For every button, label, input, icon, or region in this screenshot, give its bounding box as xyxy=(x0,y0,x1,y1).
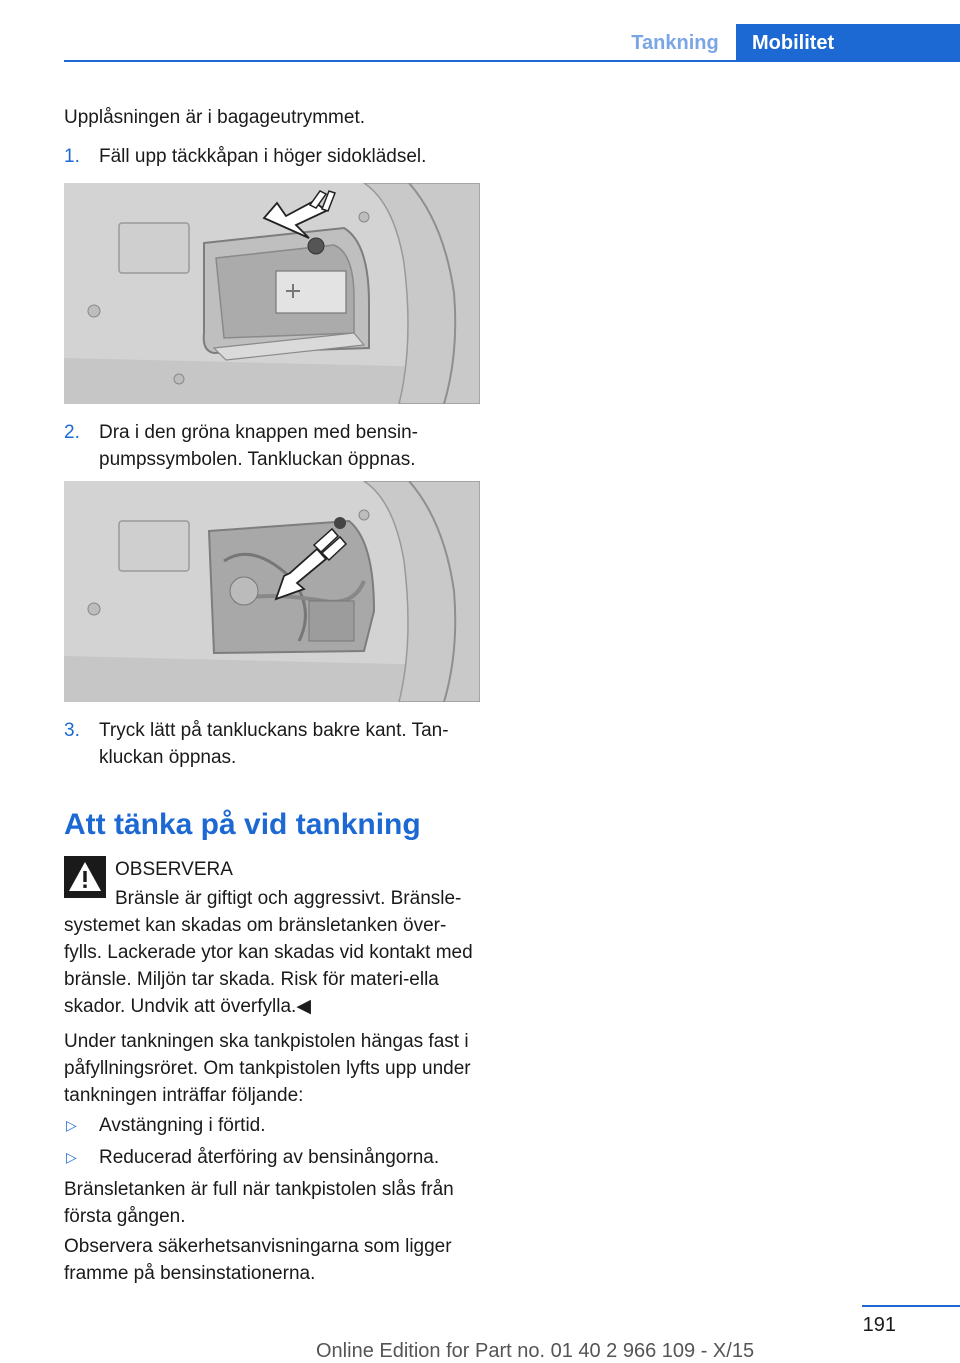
step-number: 2. xyxy=(64,422,80,443)
warning-text: Bränsle är giftigt och aggressivt. Bränsle-systemet kan skadas om bränsletanken över-fylls. Lackerade ytor kan skadas vid kontakt med bränsle. Miljön tar skada. Risk för materi-ella skador. Undvik att överfylla.◀ xyxy=(64,888,473,1017)
step-text: Fäll upp täckkåpan i höger sidoklädsel. xyxy=(99,146,427,167)
triangle-bullet-icon: ▷ xyxy=(66,1117,77,1133)
step-number: 3. xyxy=(64,720,80,741)
header-rule xyxy=(64,60,960,62)
step-number: 1. xyxy=(64,146,80,167)
bullet-item xyxy=(64,1144,484,1171)
header-tab-tankning: Tankning xyxy=(631,32,719,54)
fuel-lid-release-illustration xyxy=(64,481,480,702)
paragraph-safety: Observera säkerhetsanvisningarna som ligger framme på bensinstationerna. xyxy=(64,1236,452,1284)
edition-footer: Online Edition for Part no. 01 40 2 966 109 - X/15 xyxy=(316,1340,755,1362)
triangle-bullet-icon: ▷ xyxy=(66,1149,77,1165)
bullet-item xyxy=(64,1112,484,1139)
intro-text: Upplåsningen är i bagageutrymmet. xyxy=(64,107,366,128)
warning-label: OBSERVERA xyxy=(115,859,233,880)
header-tab-mobilitet: Mobilitet xyxy=(736,24,960,62)
trunk-cover-illustration xyxy=(64,183,480,404)
page-number: 191 xyxy=(862,1314,896,1336)
step-2 xyxy=(64,419,484,473)
step-1 xyxy=(64,143,484,170)
step-3 xyxy=(64,717,484,771)
bullet-text: Avstängning i förtid. xyxy=(99,1115,266,1136)
paragraph-tank-full: Bränsletanken är full när tankpistolen slås från första gången. xyxy=(64,1179,454,1227)
footer-rule xyxy=(862,1305,960,1307)
step-text: Dra i den gröna knappen med bensin-pumpssymbolen. Tankluckan öppnas. xyxy=(99,422,418,470)
section-heading: Att tänka på vid tankning xyxy=(64,808,421,841)
bullet-text: Reducerad återföring av bensinångorna. xyxy=(99,1147,440,1168)
paragraph-fuel-nozzle: Under tankningen ska tankpistolen hängas fast i påfyllningsröret. Om tankpistolen lyfts upp under tankningen inträffar följande: xyxy=(64,1031,471,1106)
step-text: Tryck lätt på tankluckans bakre kant. Tan-kluckan öppnas. xyxy=(99,720,449,768)
